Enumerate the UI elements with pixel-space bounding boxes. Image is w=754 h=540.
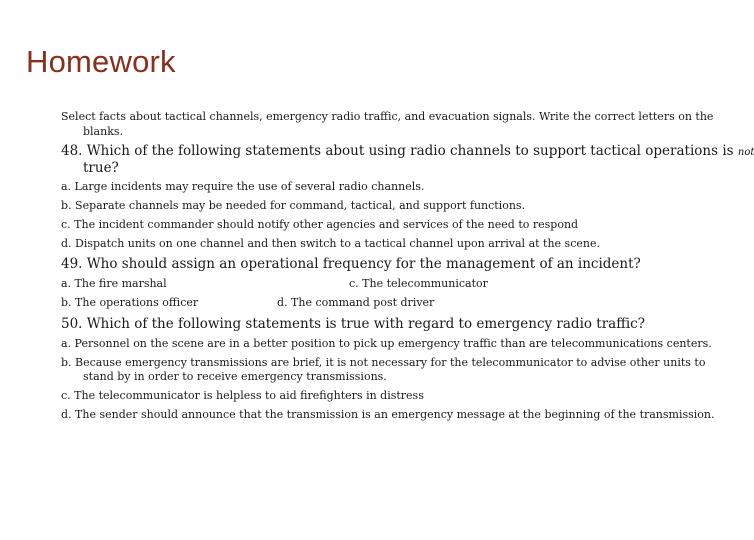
instructions: Select facts about tactical channels, emergency radio traffic, and evacuation signals. Write the correct letters on the [61,110,714,123]
q50-option-a: a. Personnel on the scene are in a better position to pick up emergency traffic than are telecommunications centers. [61,337,712,350]
q50-option-b-continued: stand by in order to receive emergency transmissions. [83,370,387,383]
q48-option-d: d. Dispatch units on one channel and then switch to a tactical channel upon arrival at the scene. [61,237,600,250]
q50-option-b: b. Because emergency transmissions are brief, it is not necessary for the telecommunicator to advise other units to [61,356,706,369]
q49-option-d: d. The command post driver [277,296,435,309]
question-49: 49. Who should assign an operational frequency for the management of an incident? [61,256,641,272]
question-48-stem: 48. Which of the following statements about using radio channels to support tactical operations is [61,143,734,159]
question-48-emphasis: not [737,147,754,158]
q50-option-c: c. The telecommunicator is helpless to aid firefighters in distress [61,389,424,402]
q49-option-b: b. The operations officer [61,296,199,309]
question-48 [61,143,754,159]
q50-option-d: d. The sender should announce that the transmission is an emergency message at the beginning of the transmission. [61,408,715,421]
q48-option-c: c. The incident commander should notify other agencies and services of the need to respond [61,218,579,231]
q48-option-b: b. Separate channels may be needed for command, tactical, and support functions. [61,199,526,212]
page-title: Homework [26,44,176,79]
question-48-continued: true? [83,160,119,176]
instructions-continued: blanks. [83,125,124,138]
q49-option-c: c. The telecommunicator [349,277,488,290]
q49-option-a: a. The fire marshal [61,277,167,290]
q48-option-a: a. Large incidents may require the use of several radio channels. [61,180,425,193]
question-50: 50. Which of the following statements is true with regard to emergency radio traffic? [61,316,645,332]
